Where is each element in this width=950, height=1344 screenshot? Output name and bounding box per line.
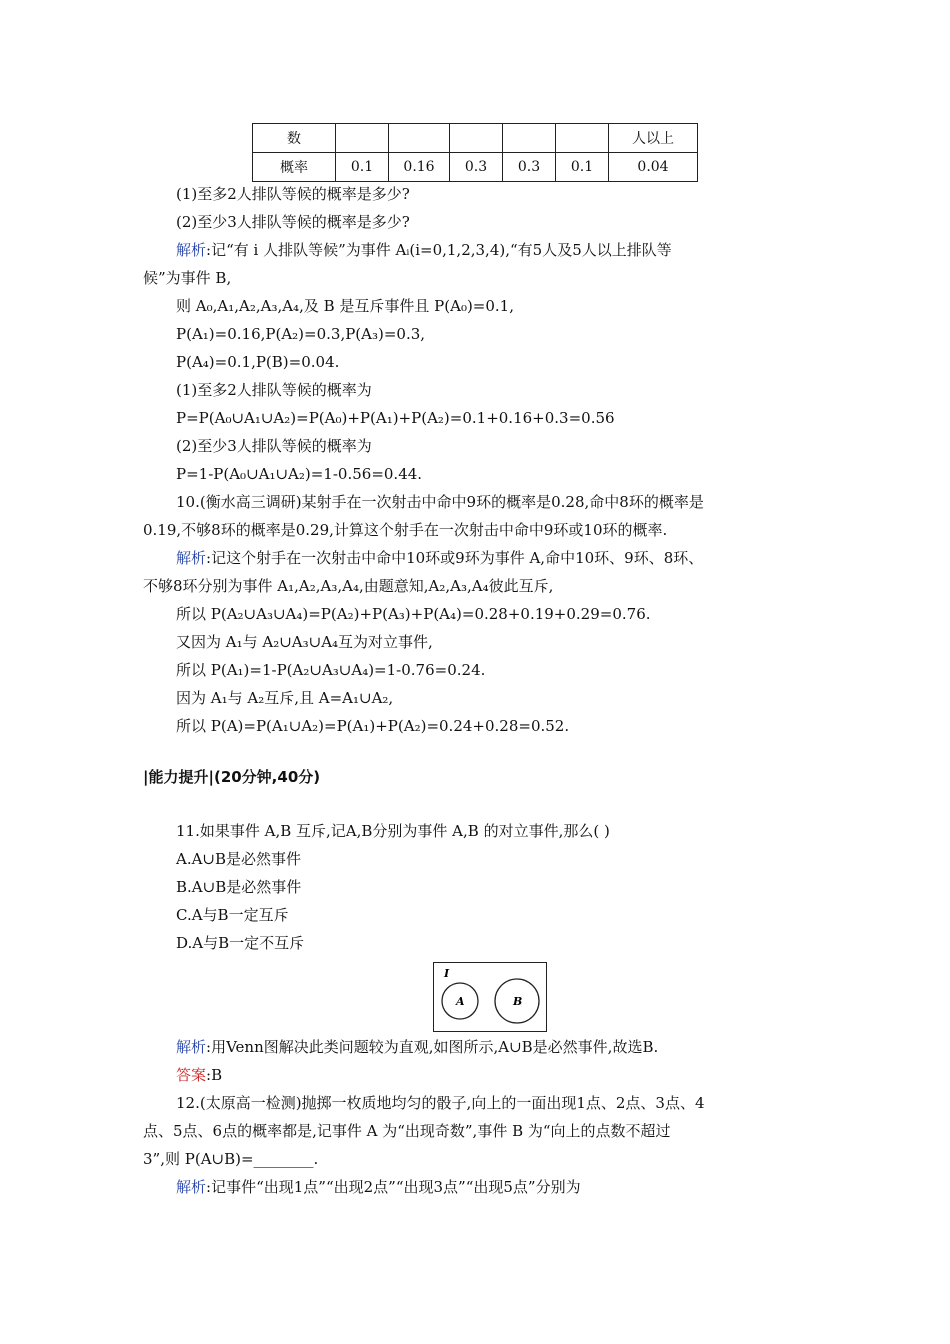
venn-svg xyxy=(433,962,547,1032)
table-cell xyxy=(336,124,389,153)
question-line: 3”,则 P(A∪B)=________. xyxy=(143,1150,319,1168)
solution-label: 解析 xyxy=(176,1178,207,1196)
solution-line: (2)至少3人排队等候的概率为 xyxy=(176,437,372,455)
solution-text: :记这个射手在一次射击中命中10环或9环为事件 A,命中10环、9环、8环、 xyxy=(206,549,704,567)
table-cell: 0.1 xyxy=(556,153,609,182)
option-line: A.A∪B是必然事件 xyxy=(176,850,302,868)
option-line: B.A∪B是必然事件 xyxy=(176,878,302,896)
table-row xyxy=(253,124,698,153)
solution-line xyxy=(176,1036,658,1058)
solution-line xyxy=(176,547,703,569)
question-line: 11.如果事件 A,B 互斥,记A,B分别为事件 A,B 的对立事件,那么( ) xyxy=(176,822,610,840)
solution-line: 候”为事件 B, xyxy=(143,269,232,287)
table-cell: 人以上 xyxy=(609,124,698,153)
question-line: (1)至多2人排队等候的概率是多少? xyxy=(176,185,410,203)
solution-line: P(A₁)=0.16,P(A₂)=0.3,P(A₃)=0.3, xyxy=(176,325,426,343)
solution-line: 所以 P(A)=P(A₁∪A₂)=P(A₁)+P(A₂)=0.24+0.28=0.52. xyxy=(176,717,570,735)
solution-text: :记事件“出现1点”“出现2点”“出现3点”“出现5点”分别为 xyxy=(206,1178,581,1196)
table-cell xyxy=(450,124,503,153)
table-cell xyxy=(503,124,556,153)
question-line: (2)至少3人排队等候的概率是多少? xyxy=(176,213,410,231)
solution-line: P=1-P(A₀∪A₁∪A₂)=1-0.56=0.44. xyxy=(176,465,423,483)
venn-diagram xyxy=(433,962,547,1032)
table-cell xyxy=(389,124,450,153)
table-cell: 0.3 xyxy=(450,153,503,182)
answer-label: 答案 xyxy=(176,1066,207,1084)
solution-line: 因为 A₁与 A₂互斥,且 A=A₁∪A₂, xyxy=(176,689,394,707)
solution-line: 不够8环分别为事件 A₁,A₂,A₃,A₄,由题意知,A₂,A₃,A₄彼此互斥, xyxy=(143,577,554,595)
question-line: 10.(衡水高三调研)某射手在一次射击中命中9环的概率是0.28,命中8环的概率是 xyxy=(176,493,704,511)
answer-value: :B xyxy=(206,1066,223,1084)
solution-line xyxy=(176,1176,581,1198)
table-cell: 概率 xyxy=(253,153,336,182)
table-cell: 0.1 xyxy=(336,153,389,182)
solution-line: P=P(A₀∪A₁∪A₂)=P(A₀)+P(A₁)+P(A₂)=0.1+0.16+0.3=0.56 xyxy=(176,409,615,427)
probability-table xyxy=(252,123,698,182)
venn-universe-label: I xyxy=(443,966,449,980)
solution-label: 解析 xyxy=(176,549,207,567)
question-line: 点、5点、6点的概率都是,记事件 A 为“出现奇数”,事件 B 为“向上的点数不超过 xyxy=(143,1122,671,1140)
option-line: C.A与B一定互斥 xyxy=(176,906,289,924)
solution-line: 所以 P(A₂∪A₃∪A₄)=P(A₂)+P(A₃)+P(A₄)=0.28+0.19+0.29=0.76. xyxy=(176,605,651,623)
solution-line: P(A₄)=0.1,P(B)=0.04. xyxy=(176,353,340,371)
venn-label-a: A xyxy=(455,994,465,1008)
table-cell xyxy=(556,124,609,153)
table-cell: 0.16 xyxy=(389,153,450,182)
solution-label: 解析 xyxy=(176,241,207,259)
table-cell: 0.04 xyxy=(609,153,698,182)
solution-line xyxy=(176,239,672,261)
solution-line: 则 A₀,A₁,A₂,A₃,A₄,及 B 是互斥事件且 P(A₀)=0.1, xyxy=(176,297,514,315)
solution-line: 又因为 A₁与 A₂∪A₃∪A₄互为对立事件, xyxy=(176,633,433,651)
solution-text: :用Venn图解决此类问题较为直观,如图所示,A∪B是必然事件,故选B. xyxy=(206,1038,659,1056)
option-line: D.A与B一定不互斥 xyxy=(176,934,305,952)
table-cell: 0.3 xyxy=(503,153,556,182)
venn-label-b: B xyxy=(512,994,522,1008)
solution-text: :记“有 i 人排队等候”为事件 Aᵢ(i=0,1,2,3,4),“有5人及5人以上排队等 xyxy=(206,241,672,259)
table-cell: 数 xyxy=(253,124,336,153)
table-row xyxy=(253,153,698,182)
solution-line: (1)至多2人排队等候的概率为 xyxy=(176,381,372,399)
solution-label: 解析 xyxy=(176,1038,207,1056)
section-heading: |能力提升|(20分钟,40分) xyxy=(143,768,321,786)
question-line: 12.(太原高一检测)抛掷一枚质地均匀的骰子,向上的一面出现1点、2点、3点、4 xyxy=(176,1094,705,1112)
question-line: 0.19,不够8环的概率是0.29,计算这个射手在一次射击中命中9环或10环的概率. xyxy=(143,521,668,539)
answer-line xyxy=(176,1064,222,1086)
solution-line: 所以 P(A₁)=1-P(A₂∪A₃∪A₄)=1-0.76=0.24. xyxy=(176,661,486,679)
